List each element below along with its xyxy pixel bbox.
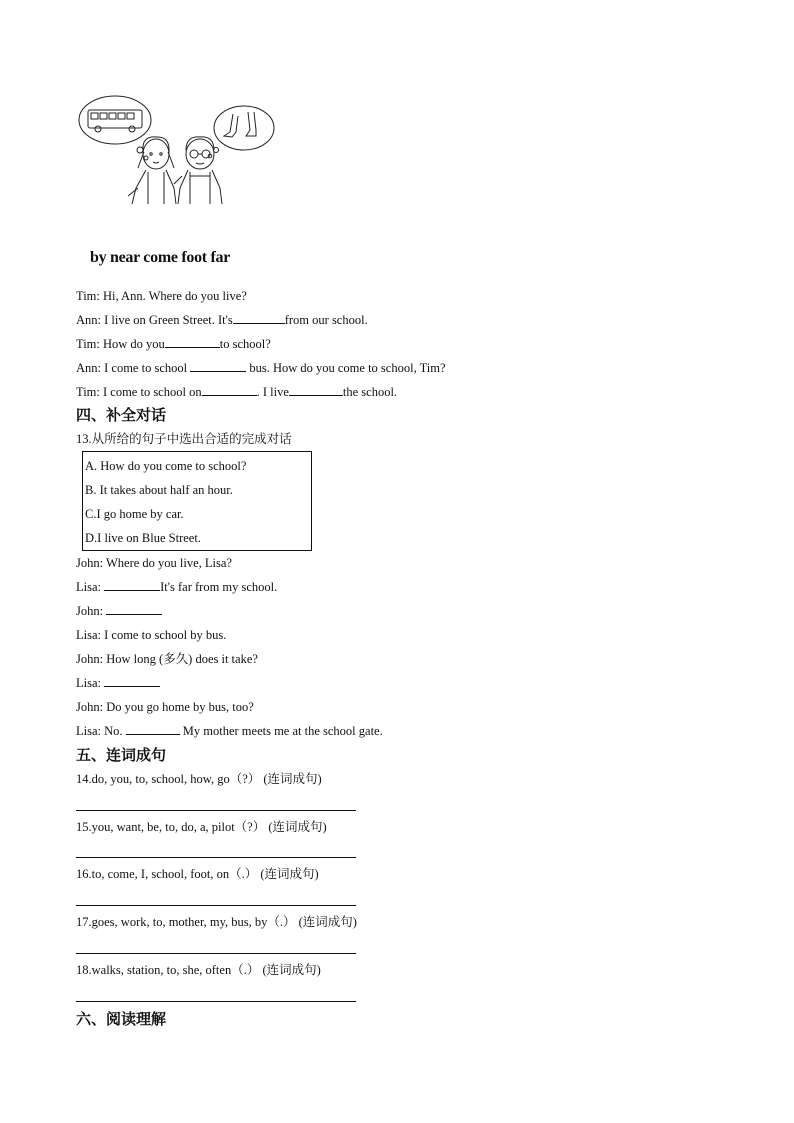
dialogue-text: My mother meets me at the school gate. xyxy=(179,724,383,738)
dialogue1-line xyxy=(76,384,397,400)
question-17: 17.goes, work, to, mother, my, bus, by（.） (连词成句) xyxy=(76,915,357,929)
dialogue-text: It's far from my school. xyxy=(160,580,278,594)
option-d: D.I live on Blue Street. xyxy=(85,531,201,545)
dialogue2-line xyxy=(76,723,383,739)
fill-in-blank[interactable] xyxy=(190,360,246,372)
fill-in-blank[interactable] xyxy=(289,384,343,396)
option-c: C.I go home by car. xyxy=(85,507,184,521)
question-18: 18.walks, station, to, she, often（.） (连词成句) xyxy=(76,963,321,977)
dialogue-text: to school? xyxy=(219,337,271,351)
dialogue2-line xyxy=(76,627,226,643)
answer-line-15[interactable] xyxy=(76,857,356,858)
dialogue-text: . I live xyxy=(256,385,289,399)
fill-in-blank[interactable] xyxy=(126,723,180,735)
dialogue-text: from our school. xyxy=(284,313,368,327)
section-4-heading: 四、补全对话 xyxy=(76,406,167,424)
dialogue-text: Ann: I live on Green Street. It's xyxy=(76,313,233,327)
dialogue-text: Tim: Hi, Ann. Where do you live? xyxy=(76,289,247,303)
dialogue-text: John: How long (多久) does it take? xyxy=(76,652,258,666)
girl-figure xyxy=(128,137,182,204)
option-a: A. How do you come to school? xyxy=(85,459,247,473)
answer-line-14[interactable] xyxy=(76,810,356,811)
dialogue2-line xyxy=(76,555,232,571)
dialogue2-line xyxy=(76,675,160,691)
dialogue1-line xyxy=(76,288,247,304)
dialogue1-line xyxy=(76,360,446,376)
section-6-heading: 六、阅读理解 xyxy=(76,1010,167,1028)
question-15: 15.you, want, be, to, do, a, pilot（?） (连词成句) xyxy=(76,820,327,834)
dialogue1-line xyxy=(76,312,368,328)
fill-in-blank[interactable] xyxy=(104,675,160,687)
section-5-heading: 五、连词成句 xyxy=(76,746,167,764)
options-box xyxy=(82,451,312,551)
fill-in-blank[interactable] xyxy=(233,312,285,324)
answer-line-16[interactable] xyxy=(76,905,356,906)
dialogue2-line xyxy=(76,699,254,715)
dialogue-text: Lisa: I come to school by bus. xyxy=(76,628,227,642)
question-14: 14.do, you, to, school, how, go（?） (连词成句) xyxy=(76,772,322,786)
dialogue-text: John: Do you go home by bus, too? xyxy=(76,700,254,714)
fill-in-blank[interactable] xyxy=(202,384,257,396)
dialogue-text: John: Where do you live, Lisa? xyxy=(76,556,232,570)
students-illustration xyxy=(78,92,278,210)
fill-in-blank[interactable] xyxy=(165,336,220,348)
bus-thought-bubble xyxy=(79,96,151,144)
dialogue2-line xyxy=(76,651,258,667)
walking-thought-bubble xyxy=(214,106,274,150)
question-16: 16.to, come, I, school, foot, on（.） (连词成句) xyxy=(76,867,319,881)
dialogue-text: Tim: I come to school on xyxy=(76,385,202,399)
dialogue-text: John: xyxy=(76,604,107,618)
dialogue-text: bus. How do you come to school, Tim? xyxy=(246,361,446,375)
dialogue-text: Lisa: xyxy=(76,580,105,594)
fill-in-blank[interactable] xyxy=(106,603,162,615)
option-b: B. It takes about half an hour. xyxy=(85,483,233,497)
question-13: 13.从所给的句子中选出合适的完成对话 xyxy=(76,432,292,446)
dialogue1-line xyxy=(76,336,271,352)
dialogue-text: Lisa: xyxy=(76,676,105,690)
dialogue-text: Lisa: No. xyxy=(76,724,126,738)
dialogue-text: Ann: I come to school xyxy=(76,361,191,375)
dialogue-text: Tim: How do you xyxy=(76,337,165,351)
boy-figure xyxy=(178,137,222,204)
fill-in-blank[interactable] xyxy=(104,579,160,591)
answer-line-17[interactable] xyxy=(76,953,356,954)
answer-line-18[interactable] xyxy=(76,1001,356,1002)
dialogue2-line xyxy=(76,579,277,595)
dialogue-text: the school. xyxy=(342,385,398,399)
dialogue2-line xyxy=(76,603,162,619)
word-bank: by near come foot far xyxy=(90,249,231,266)
